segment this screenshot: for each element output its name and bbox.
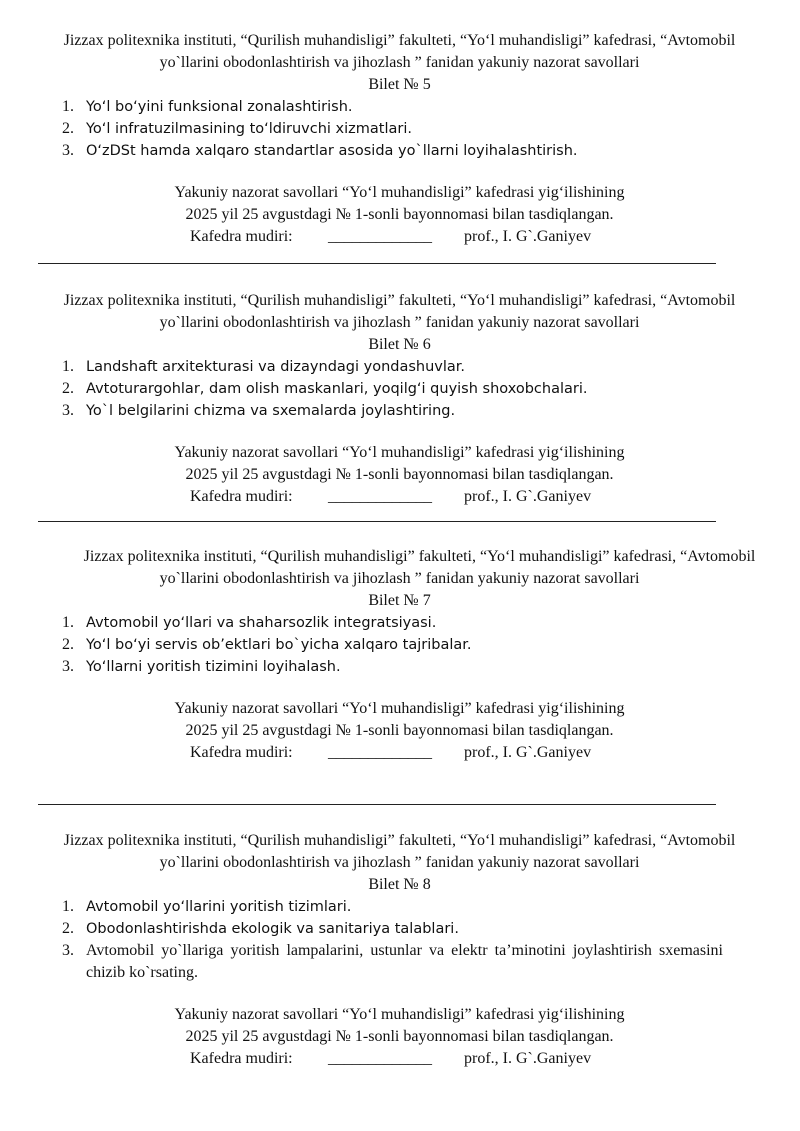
approval-line: Yakuniy nazorat savollari “Yo‘l muhandisligi” kafedrasi yig‘ilishining	[174, 444, 625, 461]
question-item	[62, 356, 761, 378]
question-number: 1.	[62, 98, 74, 115]
approval-line: 2025 yil 25 avgustdagi № 1-sonli bayonnomasi bilan tasdiqlangan.	[185, 206, 614, 223]
question-number: 1.	[62, 358, 74, 375]
head-name: prof., I. G`.Ganiyev	[464, 1050, 592, 1067]
ticket-number: Bilet № 6	[368, 336, 431, 353]
signature-row	[38, 1048, 761, 1070]
question-item	[62, 940, 761, 984]
question-number: 2.	[62, 636, 74, 653]
ticket-divider	[38, 263, 716, 264]
question-number: 2.	[62, 380, 74, 397]
signature-blank: _____________	[328, 228, 432, 245]
question-number: 1.	[62, 614, 74, 631]
question-number: 3.	[62, 402, 74, 419]
question-number: 2.	[62, 920, 74, 937]
head-label: Kafedra mudiri:	[190, 744, 293, 761]
exam-ticket	[38, 30, 761, 248]
approval-note	[38, 698, 761, 742]
ticket-divider	[38, 521, 716, 522]
question-item	[62, 118, 761, 140]
head-name: prof., I. G`.Ganiyev	[464, 744, 592, 761]
question-item	[62, 612, 761, 634]
question-item	[62, 656, 761, 678]
signature-row	[38, 226, 761, 248]
question-item	[62, 896, 761, 918]
ticket-header: Jizzax politexnika instituti, “Qurilish muhandisligi” fakulteti, “Yo‘l muhandisligi” kafedrasi, “Avtomobil yo`llarini obodonlashtirish va jihozlash ” fanidan yakuniy nazorat savollari	[63, 32, 736, 71]
exam-ticket	[38, 546, 761, 764]
signature-row	[38, 742, 761, 764]
approval-note	[38, 1004, 761, 1048]
approval-note	[38, 182, 761, 226]
question-text: Avtomobil yo‘llarini yoritish tizimlari.	[86, 899, 352, 915]
head-name: prof., I. G`.Ganiyev	[464, 228, 592, 245]
approval-line: 2025 yil 25 avgustdagi № 1-sonli bayonnomasi bilan tasdiqlangan.	[185, 1028, 614, 1045]
head-label: Kafedra mudiri:	[190, 488, 293, 505]
question-number: 3.	[62, 142, 74, 159]
approval-line: 2025 yil 25 avgustdagi № 1-sonli bayonnomasi bilan tasdiqlangan.	[185, 722, 614, 739]
question-item	[62, 400, 761, 422]
question-text: Yo`l belgilarini chizma va sxemalarda joylashtiring.	[86, 403, 456, 419]
question-list	[38, 356, 761, 422]
question-item	[62, 634, 761, 656]
question-text: Avtoturargohlar, dam olish maskanlari, yoqilg‘i quyish shoxobchalari.	[86, 381, 588, 397]
question-list	[38, 896, 761, 984]
question-text: Obodonlashtirishda ekologik va sanitariya talablari.	[86, 921, 459, 937]
question-text: Yo‘llarni yoritish tizimini loyihalash.	[86, 659, 341, 675]
ticket-number: Bilet № 8	[368, 876, 431, 893]
exam-ticket	[38, 290, 761, 508]
question-item	[62, 918, 761, 940]
question-item	[62, 96, 761, 118]
question-number: 3.	[62, 942, 74, 959]
question-text: Avtomobil yo‘llari va shaharsozlik integratsiyasi.	[86, 615, 437, 631]
question-list	[38, 96, 761, 162]
ticket-number: Bilet № 5	[368, 76, 431, 93]
question-number: 1.	[62, 898, 74, 915]
head-name: prof., I. G`.Ganiyev	[464, 488, 592, 505]
question-item	[62, 140, 761, 162]
question-number: 3.	[62, 658, 74, 675]
question-list	[38, 612, 761, 678]
approval-line: Yakuniy nazorat savollari “Yo‘l muhandisligi” kafedrasi yig‘ilishining	[174, 184, 625, 201]
exam-ticket	[38, 830, 761, 1070]
question-text: Yo‘l bo‘yi servis ob’ektlari bo`yicha xalqaro tajribalar.	[86, 637, 472, 653]
question-text: O‘zDSt hamda xalqaro standartlar asosida yo`llarni loyihalashtirish.	[86, 143, 578, 159]
signature-blank: _____________	[328, 1050, 432, 1067]
head-label: Kafedra mudiri:	[190, 228, 293, 245]
question-number: 2.	[62, 120, 74, 137]
question-text: Yo‘l infratuzilmasining to‘ldiruvchi xizmatlari.	[86, 121, 412, 137]
signature-blank: _____________	[328, 488, 432, 505]
approval-line: Yakuniy nazorat savollari “Yo‘l muhandisligi” kafedrasi yig‘ilishining	[174, 1006, 625, 1023]
approval-line: Yakuniy nazorat savollari “Yo‘l muhandisligi” kafedrasi yig‘ilishining	[174, 700, 625, 717]
question-item	[62, 378, 761, 400]
ticket-number: Bilet № 7	[368, 592, 431, 609]
question-text: Yo‘l bo‘yini funksional zonalashtirish.	[86, 99, 353, 115]
signature-blank: _____________	[328, 744, 432, 761]
head-label: Kafedra mudiri:	[190, 1050, 293, 1067]
signature-row	[38, 486, 761, 508]
ticket-header: Jizzax politexnika instituti, “Qurilish muhandisligi” fakulteti, “Yo‘l muhandisligi” kafedrasi, “Avtomobil yo`llarini obodonlashtirish va jihozlash ” fanidan yakuniy nazorat savollari	[83, 548, 756, 587]
ticket-divider	[38, 804, 716, 805]
question-text: Landshaft arxitekturasi va dizayndagi yondashuvlar.	[86, 359, 466, 375]
ticket-header: Jizzax politexnika instituti, “Qurilish muhandisligi” fakulteti, “Yo‘l muhandisligi” kafedrasi, “Avtomobil yo`llarini obodonlashtirish va jihozlash ” fanidan yakuniy nazorat savollari	[63, 292, 736, 331]
question-text: Avtomobil yo`llariga yoritish lampalarini, ustunlar va elektr ta’minotini joylashtirish sxemasini chizib ko`rsating.	[86, 942, 723, 981]
ticket-header: Jizzax politexnika instituti, “Qurilish muhandisligi” fakulteti, “Yo‘l muhandisligi” kafedrasi, “Avtomobil yo`llarini obodonlashtirish va jihozlash ” fanidan yakuniy nazorat savollari	[63, 832, 736, 871]
approval-line: 2025 yil 25 avgustdagi № 1-sonli bayonnomasi bilan tasdiqlangan.	[185, 466, 614, 483]
approval-note	[38, 442, 761, 486]
